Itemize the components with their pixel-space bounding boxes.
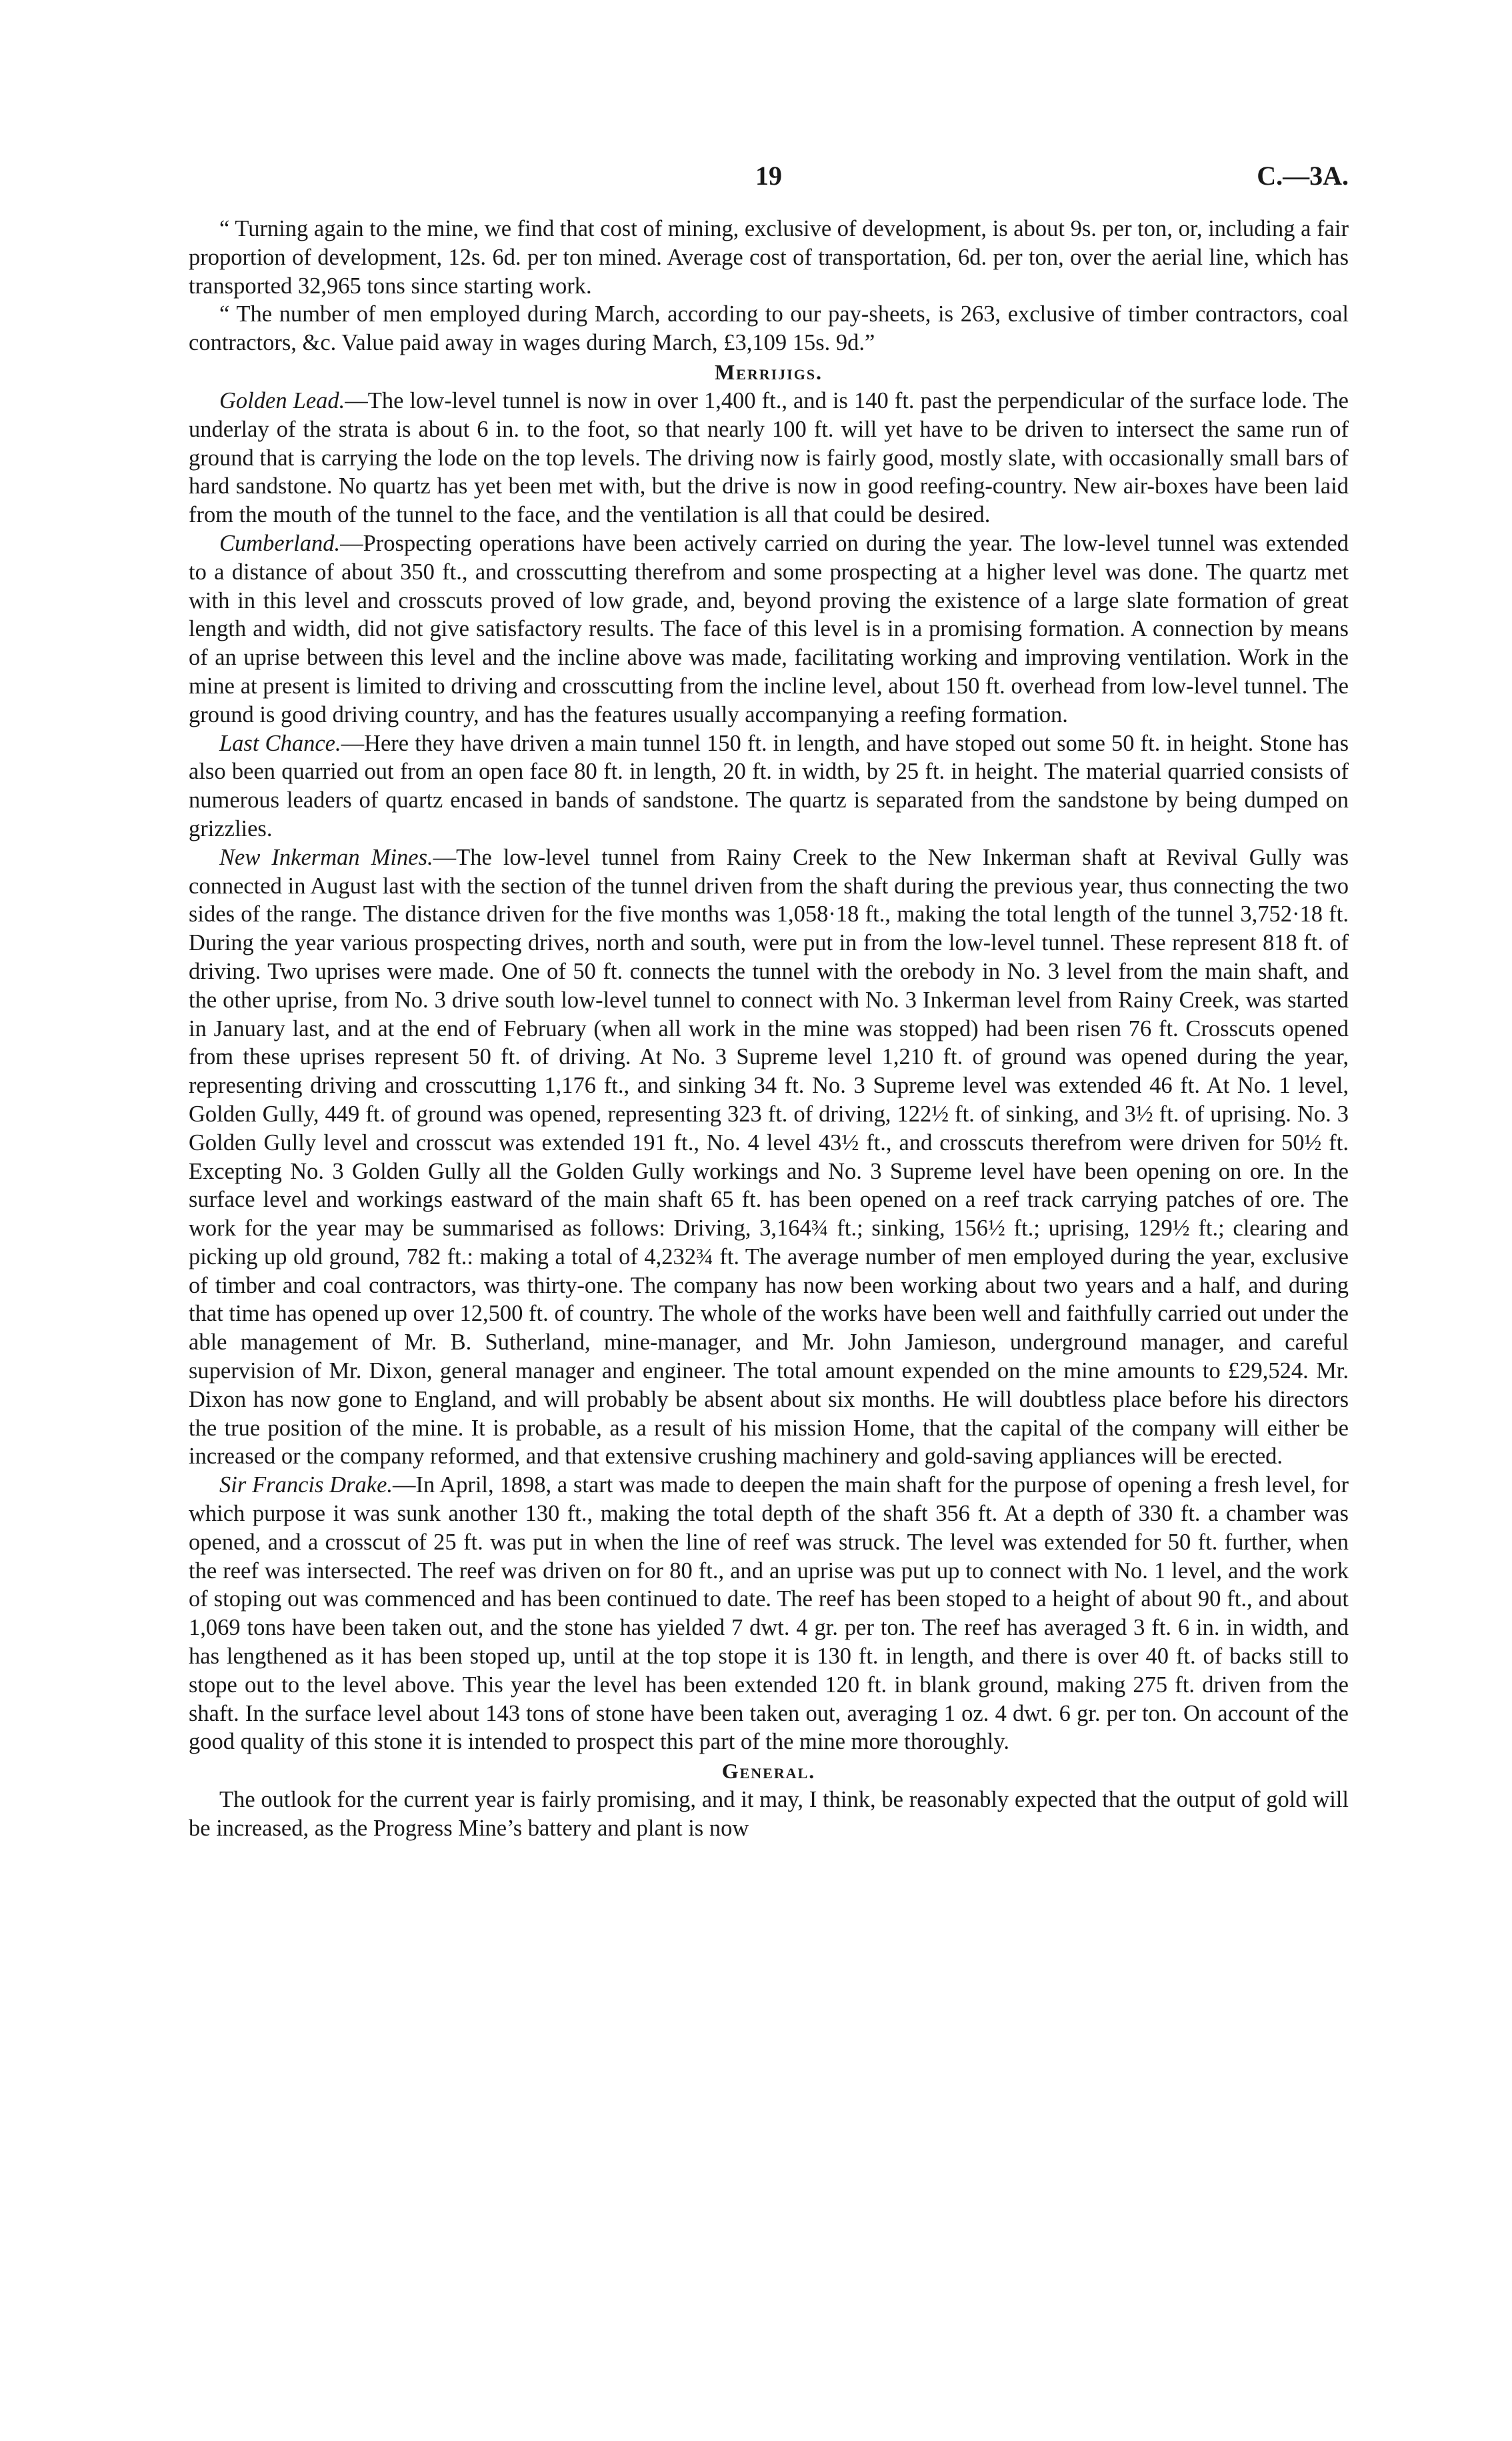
paragraph-lead-golden-lead: Golden Lead. [219, 387, 345, 413]
document-page [189, 160, 1349, 1843]
section-heading-general: General. [721, 1759, 816, 1784]
paragraph-text-last-chance: —Here they have driven a main tunnel 150 ft. in length, and have stoped out some 50 ft. in height. Stone has also been quarried out from an open face 80 ft. in length, 20 ft. in width, by 25 ft. in height. The material quarried consists of numerous leaders of quartz encased in bands of sandstone. The quartz is separated from the sandstone by being dumped on grizzlies. [189, 730, 1349, 841]
paragraph-cumberland [189, 529, 1349, 729]
paragraph-sir-francis-drake [189, 1471, 1349, 1756]
paragraph-text-new-inkerman: —The low-level tunnel from Rainy Creek to the New Inkerman shaft at Revival Gully was connected in August last with the section of the tunnel driven from the shaft during the previous year, thus connecting the two sides of the range. The distance driven for the five months was 1,058·18 ft., making the total length of the tunnel 3,752·18 ft. During the year various prospecting drives, north and south, were put in from the low-level tunnel. These represent 818 ft. of driving. Two uprises were made. One of 50 ft. connects the tunnel with the orebody in No. 3 level from the main shaft, and the other uprise, from No. 3 drive south low-level tunnel to connect with No. 3 Inkerman level from Rainy Creek, was started in January last, and at the end of February (when all work in the mine was stopped) had been risen 76 ft. Crosscuts opened from these uprises represent 50 ft. of driving. At No. 3 Supreme level 1,210 ft. of ground was opened during the year, representing driving and crosscutting 1,176 ft., and sinking 34 ft. No. 3 Supreme level was extended 46 ft. At No. 1 level, Golden Gully, 449 ft. of ground was opened, representing 323 ft. of driving, 122½ ft. of sinking, and 3½ ft. of uprising. No. 3 Golden Gully level and crosscut was extended 191 ft., No. 4 level 43½ ft., and crosscuts therefrom were driven for 50½ ft. Excepting No. 3 Golden Gully all the Golden Gully workings and No. 3 Supreme level have been opening on ore. In the surface level and workings eastward of the main shaft 65 ft. has been opened on a reef track carrying patches of ore. The work for the year may be summarised as follows: Driving, 3,164¾ ft.; sinking, 156½ ft.; uprising, 129½ ft.; clearing and picking up old ground, 782 ft.: making a total of 4,232¾ ft. The average number of men employed during the year, exclusive of timber and coal contractors, was thirty-one. The company has now been working about two years and a half, and during that time has opened up over 12,500 ft. of country. The whole of the works have been well and faithfully carried out under the able management of Mr. B. Sutherland, mine-manager, and Mr. John Jamieson, underground manager, and careful supervision of Mr. Dixon, general manager and engineer. The total amount expended on the mine amounts to £29,524. Mr. Dixon has now gone to England, and will probably be absent about six months. He will doubtless place before his directors the true position of the mine. It is probable, as a result of his mission Home, that the capital of the company will either be increased or the company reformed, and that extensive crushing machinery and gold-saving appliances will be erected. [189, 844, 1349, 1470]
paragraph-text-golden-lead: —The low-level tunnel is now in over 1,400 ft., and is 140 ft. past the perpendicular of the surface lode. The underlay of the strata is about 6 in. to the foot, so that nearly 100 ft. will yet have to be driven to intersect the same run of ground that is carrying the lode on the top levels. The driving now is fairly good, mostly slate, with occasionally small bars of hard sandstone. No quartz has yet been met with, but the drive is now in good reefing-country. New air-boxes have been laid from the mouth of the tunnel to the face, and the ventilation is all that could be desired. [189, 387, 1349, 528]
document-body [189, 215, 1349, 1843]
paragraph-new-inkerman [189, 843, 1349, 1472]
paragraph-lead-cumberland: Cumberland. [219, 530, 341, 556]
paragraph-text-sir-francis-drake: —In April, 1898, a start was made to deepen the main shaft for the purpose of opening a fresh level, for which purpose it was sunk another 130 ft., making the total depth of the shaft 356 ft. At a depth of 330 ft. a chamber was opened, and a crosscut of 25 ft. was put in when the line of reef was struck. The level was extended for 50 ft. further, when the reef was intersected. The reef was driven on for 80 ft., and an uprise was put up to connect with No. 1 level, and the work of stoping out was commenced and has been continued to date. The reef has been stoped to a height of about 90 ft., and about 1,069 tons have been taken out, and the stone has yielded 7 dwt. 4 gr. per ton. The reef has averaged 3 ft. 6 in. in width, and has lengthened as it has been stoped up, until at the top stope it is 130 ft. in length, and there is over 40 ft. of backs still to stope out to the level above. This year the level has been extended 120 ft. in blank ground, making 275 ft. driven from the shaft. In the surface level about 143 tons of stone have been taken out, averaging 1 oz. 4 dwt. 6 gr. per ton. On account of the good quality of this stone it is intended to prospect this part of the mine more thoroughly. [189, 1472, 1349, 1755]
paragraph-men-employed: “ The number of men employed during March, according to our pay-sheets, is 263, exclusive of timber contractors, coal contractors, &c. Value paid away in wages during March, £3,109 15s. 9d.” [189, 301, 1349, 356]
page-number: 19 [755, 161, 782, 191]
paragraph-last-chance [189, 729, 1349, 843]
paragraph-golden-lead [189, 387, 1349, 529]
page-reference: C.—3A. [1257, 161, 1349, 191]
paragraph-lead-sir-francis-drake: Sir Francis Drake. [219, 1472, 393, 1498]
paragraph-text-cumberland: —Prospecting operations have been actively carried on during the year. The low-level tunnel was extended to a distance of about 350 ft., and crosscutting therefrom and some prospecting at a higher level was done. The quartz met with in this level and crosscuts proved of low grade, and, beyond proving the existence of a large slate formation of great length and width, did not give satisfactory results. The face of this level is in a promising formation. A connection by means of an uprise between this level and the incline above was made, facilitating working and improving ventilation. Work in the mine at present is limited to driving and crosscutting from the incline level, about 150 ft. overhead from low-level tunnel. The ground is good driving country, and has the features usually accompanying a reefing formation. [189, 530, 1349, 727]
page-header [189, 160, 1349, 200]
paragraph-lead-new-inkerman: New Inkerman Mines. [219, 844, 433, 870]
section-heading-merrijigs: Merrijigs. [714, 359, 823, 384]
paragraph-lead-last-chance: Last Chance. [219, 730, 341, 756]
paragraph-general-outlook: The outlook for the current year is fairly promising, and it may, I think, be reasonably expected that the output of gold will be increased, as the Progress Mine’s battery and plant is now [189, 1787, 1349, 1842]
paragraph-mining-cost: “ Turning again to the mine, we find that cost of mining, exclusive of development, is about 9s. per ton, or, including a fair proportion of development, 12s. 6d. per ton mined. Average cost of transportation, 6d. per ton, over the aerial line, which has transported 32,965 tons since starting work. [189, 216, 1349, 299]
